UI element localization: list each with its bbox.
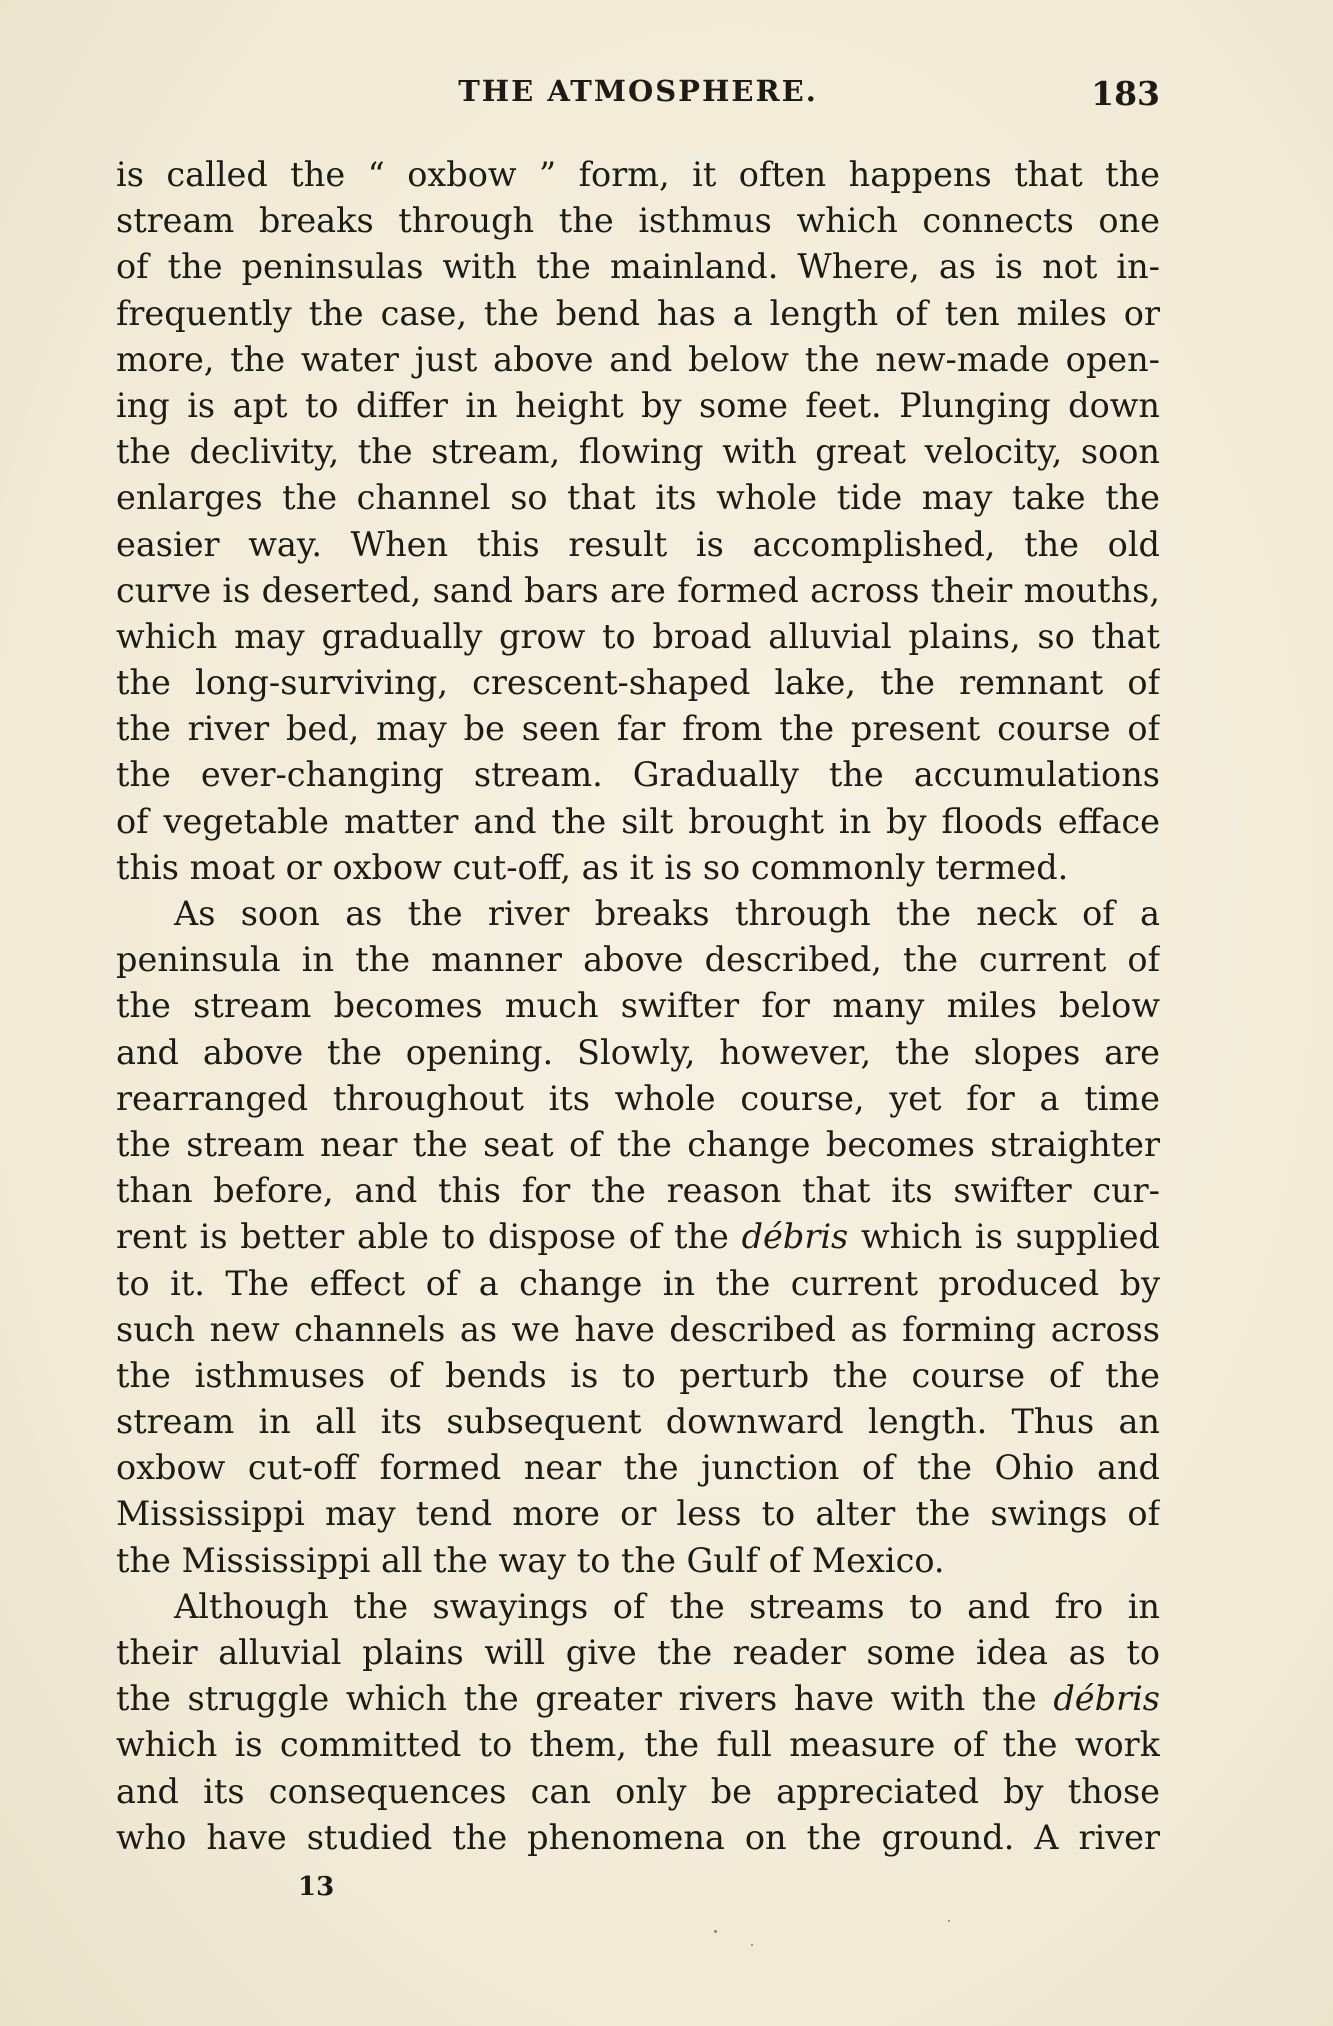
text-line: such new channels as we have described as forming across — [116, 1309, 1160, 1349]
text-line: As soon as the river breaks through the neck of a — [174, 894, 1160, 933]
paper-speck — [714, 1930, 717, 1933]
text-line: which may gradually grow to broad alluvial plains, so that — [116, 616, 1160, 656]
text-line: stream breaks through the isthmus which connects one — [116, 201, 1160, 241]
text-line: easier way. When this result is accomplished, the old — [116, 524, 1160, 564]
text-line: peninsula in the manner above described, the current of — [116, 940, 1160, 980]
italic-word: débris — [741, 1217, 849, 1257]
text-line: which is committed to them, the full measure of the work — [116, 1725, 1160, 1765]
text-line: to it. The effect of a change in the current produced by — [116, 1263, 1160, 1303]
text-line: the stream near the seat of the change becomes straighter — [116, 1124, 1160, 1164]
text-line: and its consequences can only be appreciated by those — [116, 1771, 1160, 1811]
text-line: more, the water just above and below the new-made open- — [116, 339, 1160, 379]
text-line: frequently the case, the bend has a length of ten miles or — [116, 293, 1160, 333]
text-line: the long-surviving, crescent-shaped lake, the remnant of — [116, 663, 1160, 703]
text-line: this moat or oxbow cut-off, as it is so commonly termed. — [116, 847, 1069, 887]
running-title: THE ATMOSPHERE. — [458, 74, 818, 108]
text-line: curve is deserted, sand bars are formed across their mouths, — [116, 570, 1160, 610]
paragraph — [116, 1584, 1160, 1861]
paper-speck — [751, 1944, 753, 1946]
italic-word: débris — [1053, 1679, 1160, 1719]
text-line: the declivity, the stream, flowing with great velocity, soon — [116, 432, 1160, 472]
text-line: enlarges the channel so that its whole tide may take the — [116, 478, 1160, 518]
text-line: of the peninsulas with the mainland. Where, as is not in- — [116, 247, 1160, 287]
page-number: 183 — [1091, 74, 1160, 113]
text-line: their alluvial plains will give the reader some idea as to — [116, 1633, 1160, 1672]
paragraph — [116, 152, 1160, 891]
text-line: Although the swayings of the streams to and fro in — [174, 1586, 1160, 1626]
text-line: is called the “ oxbow ” form, it often happens that the — [116, 155, 1160, 194]
page-header — [116, 74, 1160, 118]
text-line: stream in all its subsequent downward length. Thus an — [116, 1402, 1160, 1442]
text-line: oxbow cut-off formed near the junction of the Ohio and — [116, 1448, 1160, 1488]
text-line: the Mississippi all the way to the Gulf of Mexico. — [116, 1540, 945, 1580]
text-line: the ever-changing stream. Gradually the accumulations — [116, 755, 1160, 795]
text-line: and above the opening. Slowly, however, the slopes are — [116, 1032, 1160, 1072]
text-line: rearranged throughout its whole course, yet for a time — [116, 1078, 1160, 1118]
text-line: the isthmuses of bends is to perturb the course of the — [116, 1355, 1160, 1395]
text-line: of vegetable matter and the silt brought in by floods efface — [116, 801, 1160, 841]
text-line: the struggle which the greater rivers have with the débris — [116, 1679, 1160, 1719]
body-text — [116, 152, 1160, 1861]
paper-speck — [948, 1920, 950, 1922]
text-line: the stream becomes much swifter for many miles below — [116, 986, 1160, 1026]
paragraph — [116, 891, 1160, 1584]
signature-mark: 13 — [298, 1872, 335, 1902]
text-line: ing is apt to differ in height by some feet. Plunging down — [116, 385, 1160, 425]
text-line: who have studied the phenomena on the ground. A river — [116, 1817, 1160, 1857]
text-line: Mississippi may tend more or less to alter the swings of — [116, 1494, 1160, 1534]
text-line: rent is better able to dispose of the débris which is supplied — [116, 1217, 1160, 1257]
text-line: the river bed, may be seen far from the present course of — [116, 709, 1160, 749]
text-line: than before, and this for the reason that its swifter cur- — [116, 1171, 1160, 1211]
